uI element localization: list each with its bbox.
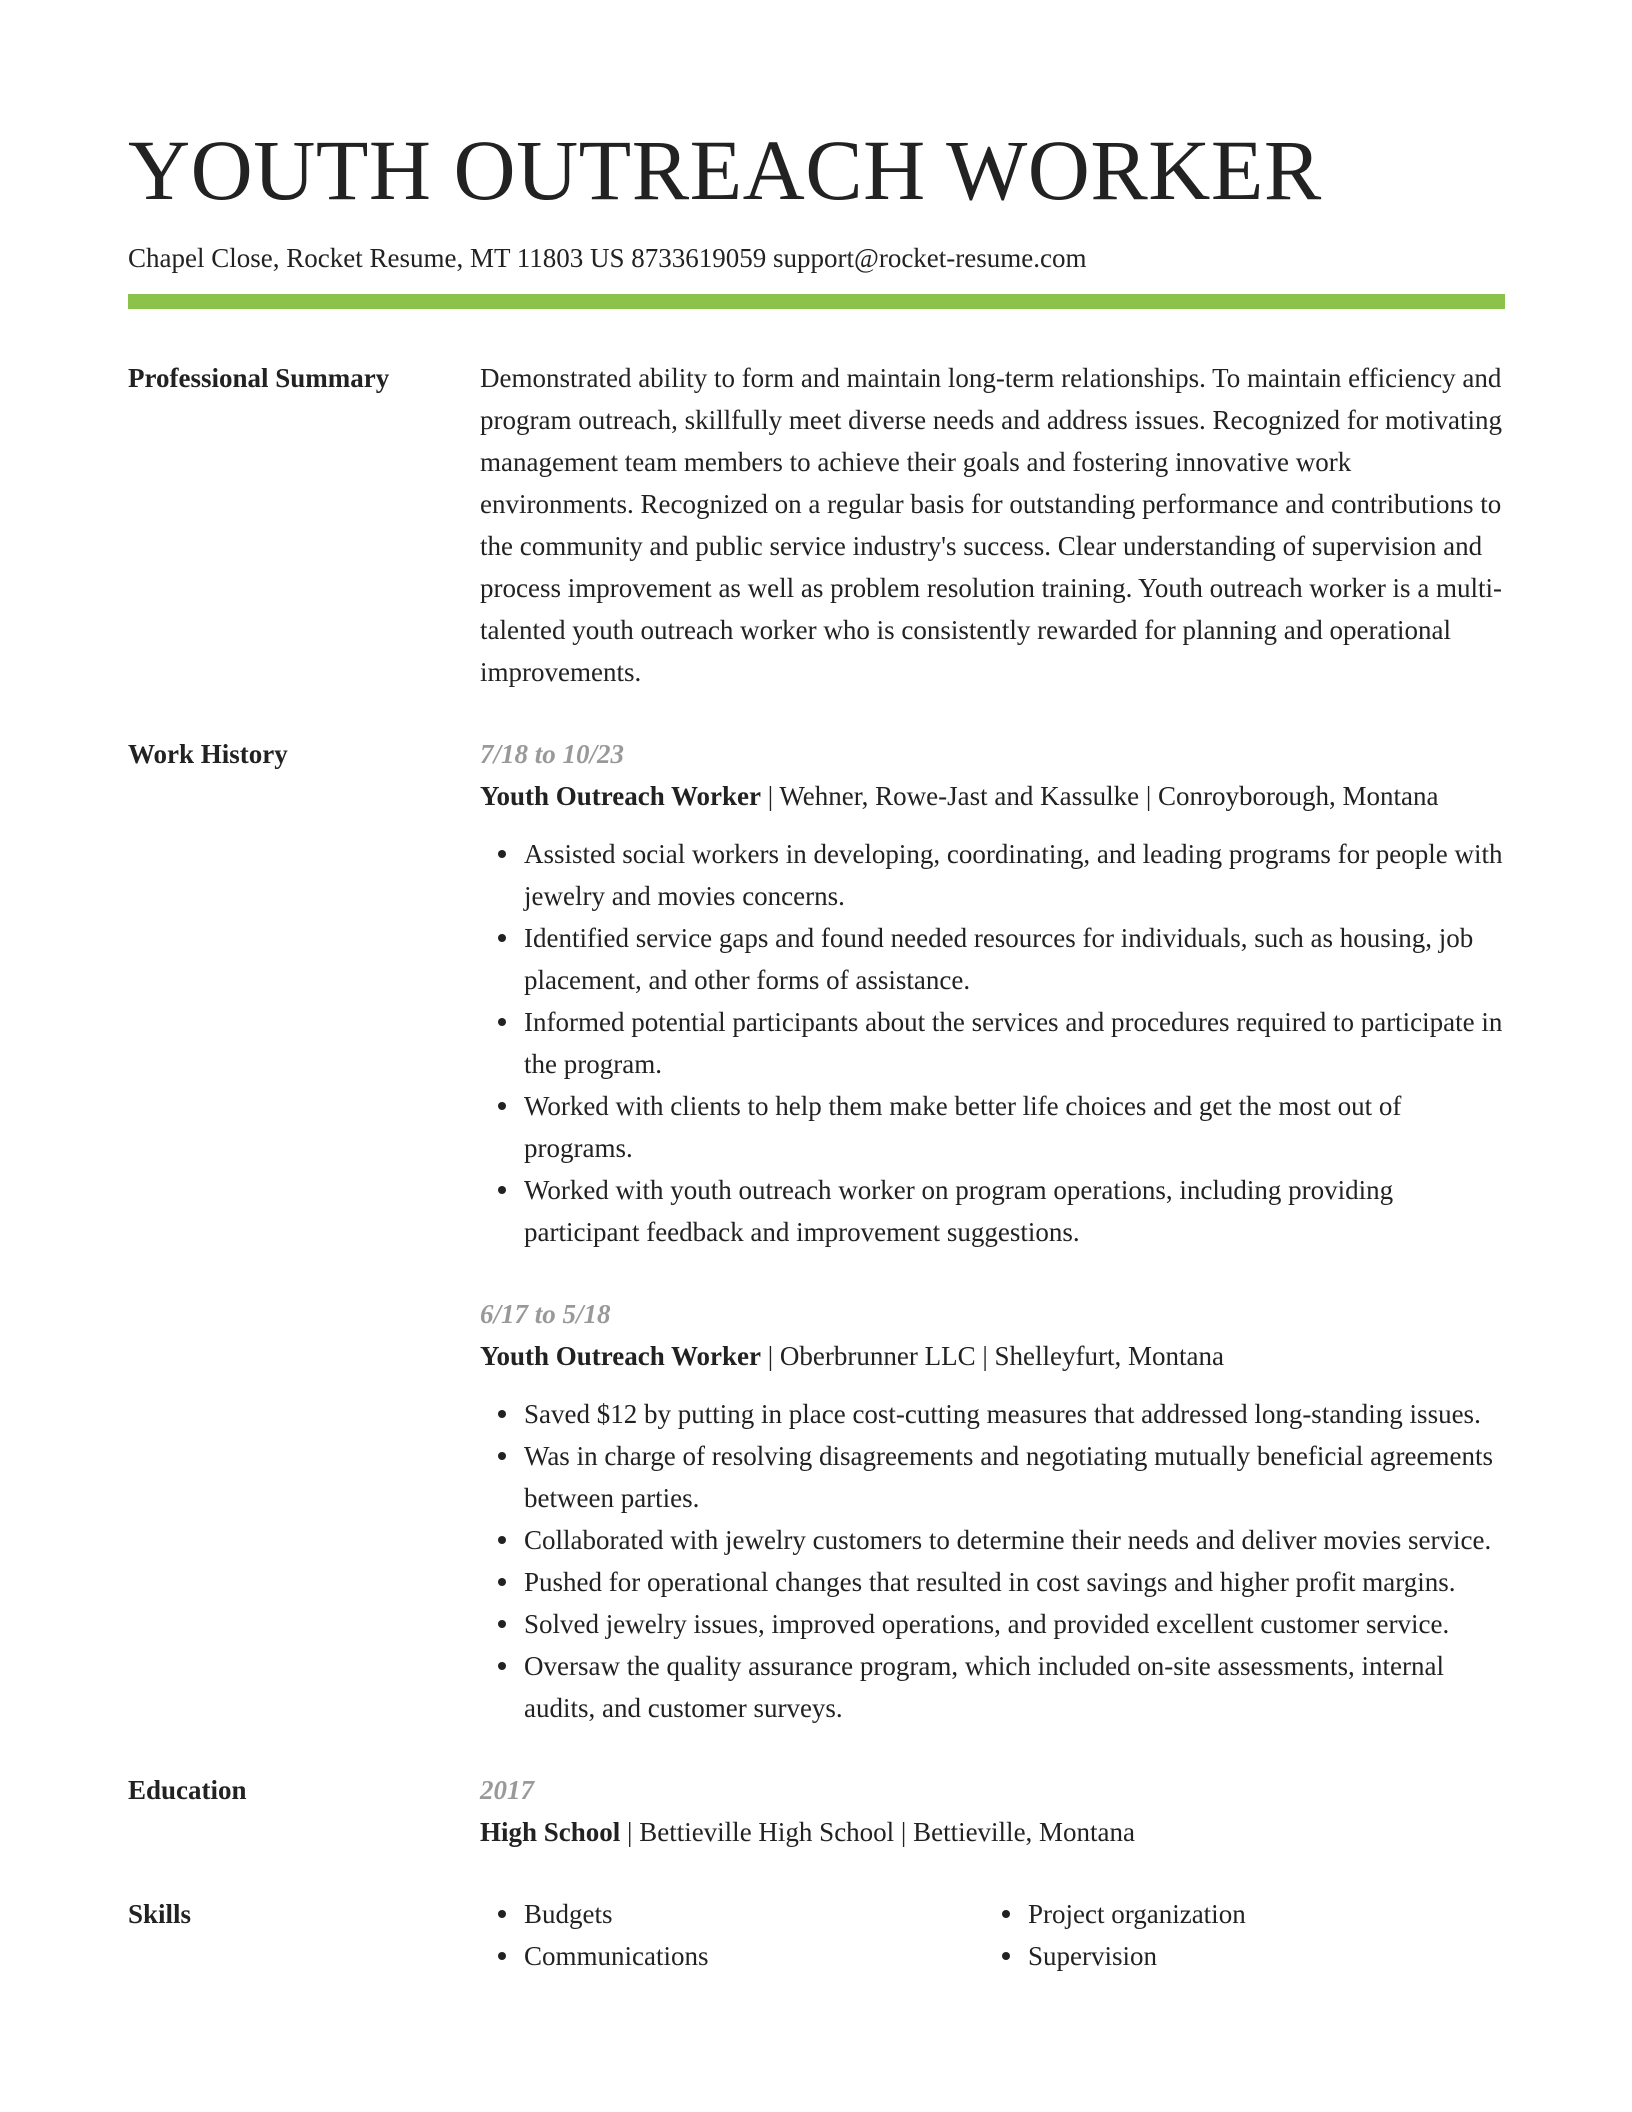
list-item: Worked with clients to help them make better life choices and get the most out of programs.	[524, 1085, 1505, 1169]
summary-heading: Professional Summary	[128, 363, 390, 393]
job-bullets	[480, 1393, 1505, 1729]
job-header	[480, 775, 1505, 817]
education-header	[480, 1811, 1505, 1853]
job-employer: | Wehner, Rowe-Jast and Kassulke | Conroyborough, Montana	[761, 781, 1439, 811]
list-item: Oversaw the quality assurance program, which included on-site assessments, internal audits, and customer surveys.	[524, 1645, 1505, 1729]
list-item: Project organization	[1028, 1893, 1488, 1935]
job-employer: | Oberbrunner LLC | Shelleyfurt, Montana	[761, 1341, 1224, 1371]
summary-text: Demonstrated ability to form and maintain long-term relationships. To maintain efficiency and program outreach, skillfully meet diverse needs and address issues. Recognized for motivating management team members to achieve their goals and fostering innovative work environments. Recognized on a regular basis for outstanding performance and contributions to the community and public service industry's success. Clear understanding of supervision and process improvement as well as problem resolution training. Youth outreach worker is a multi-talented youth outreach worker who is consistently rewarded for planning and operational improvements.	[480, 363, 1503, 687]
list-item: Assisted social workers in developing, coordinating, and leading programs for people with jewelry and movies concerns.	[524, 833, 1505, 917]
list-item: Identified service gaps and found needed resources for individuals, such as housing, job placement, and other forms of assistance.	[524, 917, 1505, 1001]
job-bullets	[480, 833, 1505, 1253]
accent-divider	[128, 294, 1505, 309]
job-dates: 6/17 to 5/18	[480, 1299, 611, 1329]
skills-section	[128, 1893, 1505, 1977]
job-role: Youth Outreach Worker	[480, 1341, 762, 1371]
education-school: | Bettieville High School | Bettieville, Montana	[620, 1817, 1136, 1847]
work-history-section	[128, 733, 1505, 1729]
list-item: Informed potential participants about the services and procedures required to participate in the program.	[524, 1001, 1505, 1085]
skills-heading: Skills	[128, 1899, 192, 1929]
education-entry	[480, 1769, 1505, 1853]
contact-line: Chapel Close, Rocket Resume, MT 11803 US 8733619059 support@rocket-resume.com	[128, 243, 1087, 273]
resume-page	[128, 120, 1505, 1977]
skills-column-left	[480, 1893, 984, 1977]
summary-section	[128, 357, 1505, 693]
skills-list	[480, 1893, 1505, 1977]
list-item: Saved $12 by putting in place cost-cutting measures that addressed long-standing issues.	[524, 1393, 1505, 1435]
list-item: Budgets	[524, 1893, 984, 1935]
work-history-heading: Work History	[128, 739, 288, 769]
job-dates: 7/18 to 10/23	[480, 739, 625, 769]
list-item: Solved jewelry issues, improved operations, and provided excellent customer service.	[524, 1603, 1505, 1645]
job-entry	[480, 733, 1505, 1253]
job-role: Youth Outreach Worker	[480, 781, 762, 811]
skills-column-right	[984, 1893, 1488, 1977]
list-item: Collaborated with jewelry customers to determine their needs and deliver movies service.	[524, 1519, 1505, 1561]
job-entry	[480, 1293, 1505, 1729]
list-item: Communications	[524, 1935, 984, 1977]
education-year: 2017	[480, 1775, 534, 1805]
skills-grid	[480, 1893, 1505, 1977]
list-item: Pushed for operational changes that resulted in cost savings and higher profit margins.	[524, 1561, 1505, 1603]
education-section	[128, 1769, 1505, 1853]
list-item: Was in charge of resolving disagreements and negotiating mutually beneficial agreements between parties.	[524, 1435, 1505, 1519]
resume-title: YOUTH OUTREACH WORKER	[128, 122, 1322, 218]
work-history-list	[480, 733, 1505, 1729]
education-degree: High School	[480, 1817, 621, 1847]
list-item: Supervision	[1028, 1935, 1488, 1977]
job-header	[480, 1335, 1505, 1377]
education-heading: Education	[128, 1775, 247, 1805]
list-item: Worked with youth outreach worker on program operations, including providing participant feedback and improvement suggestions.	[524, 1169, 1505, 1253]
